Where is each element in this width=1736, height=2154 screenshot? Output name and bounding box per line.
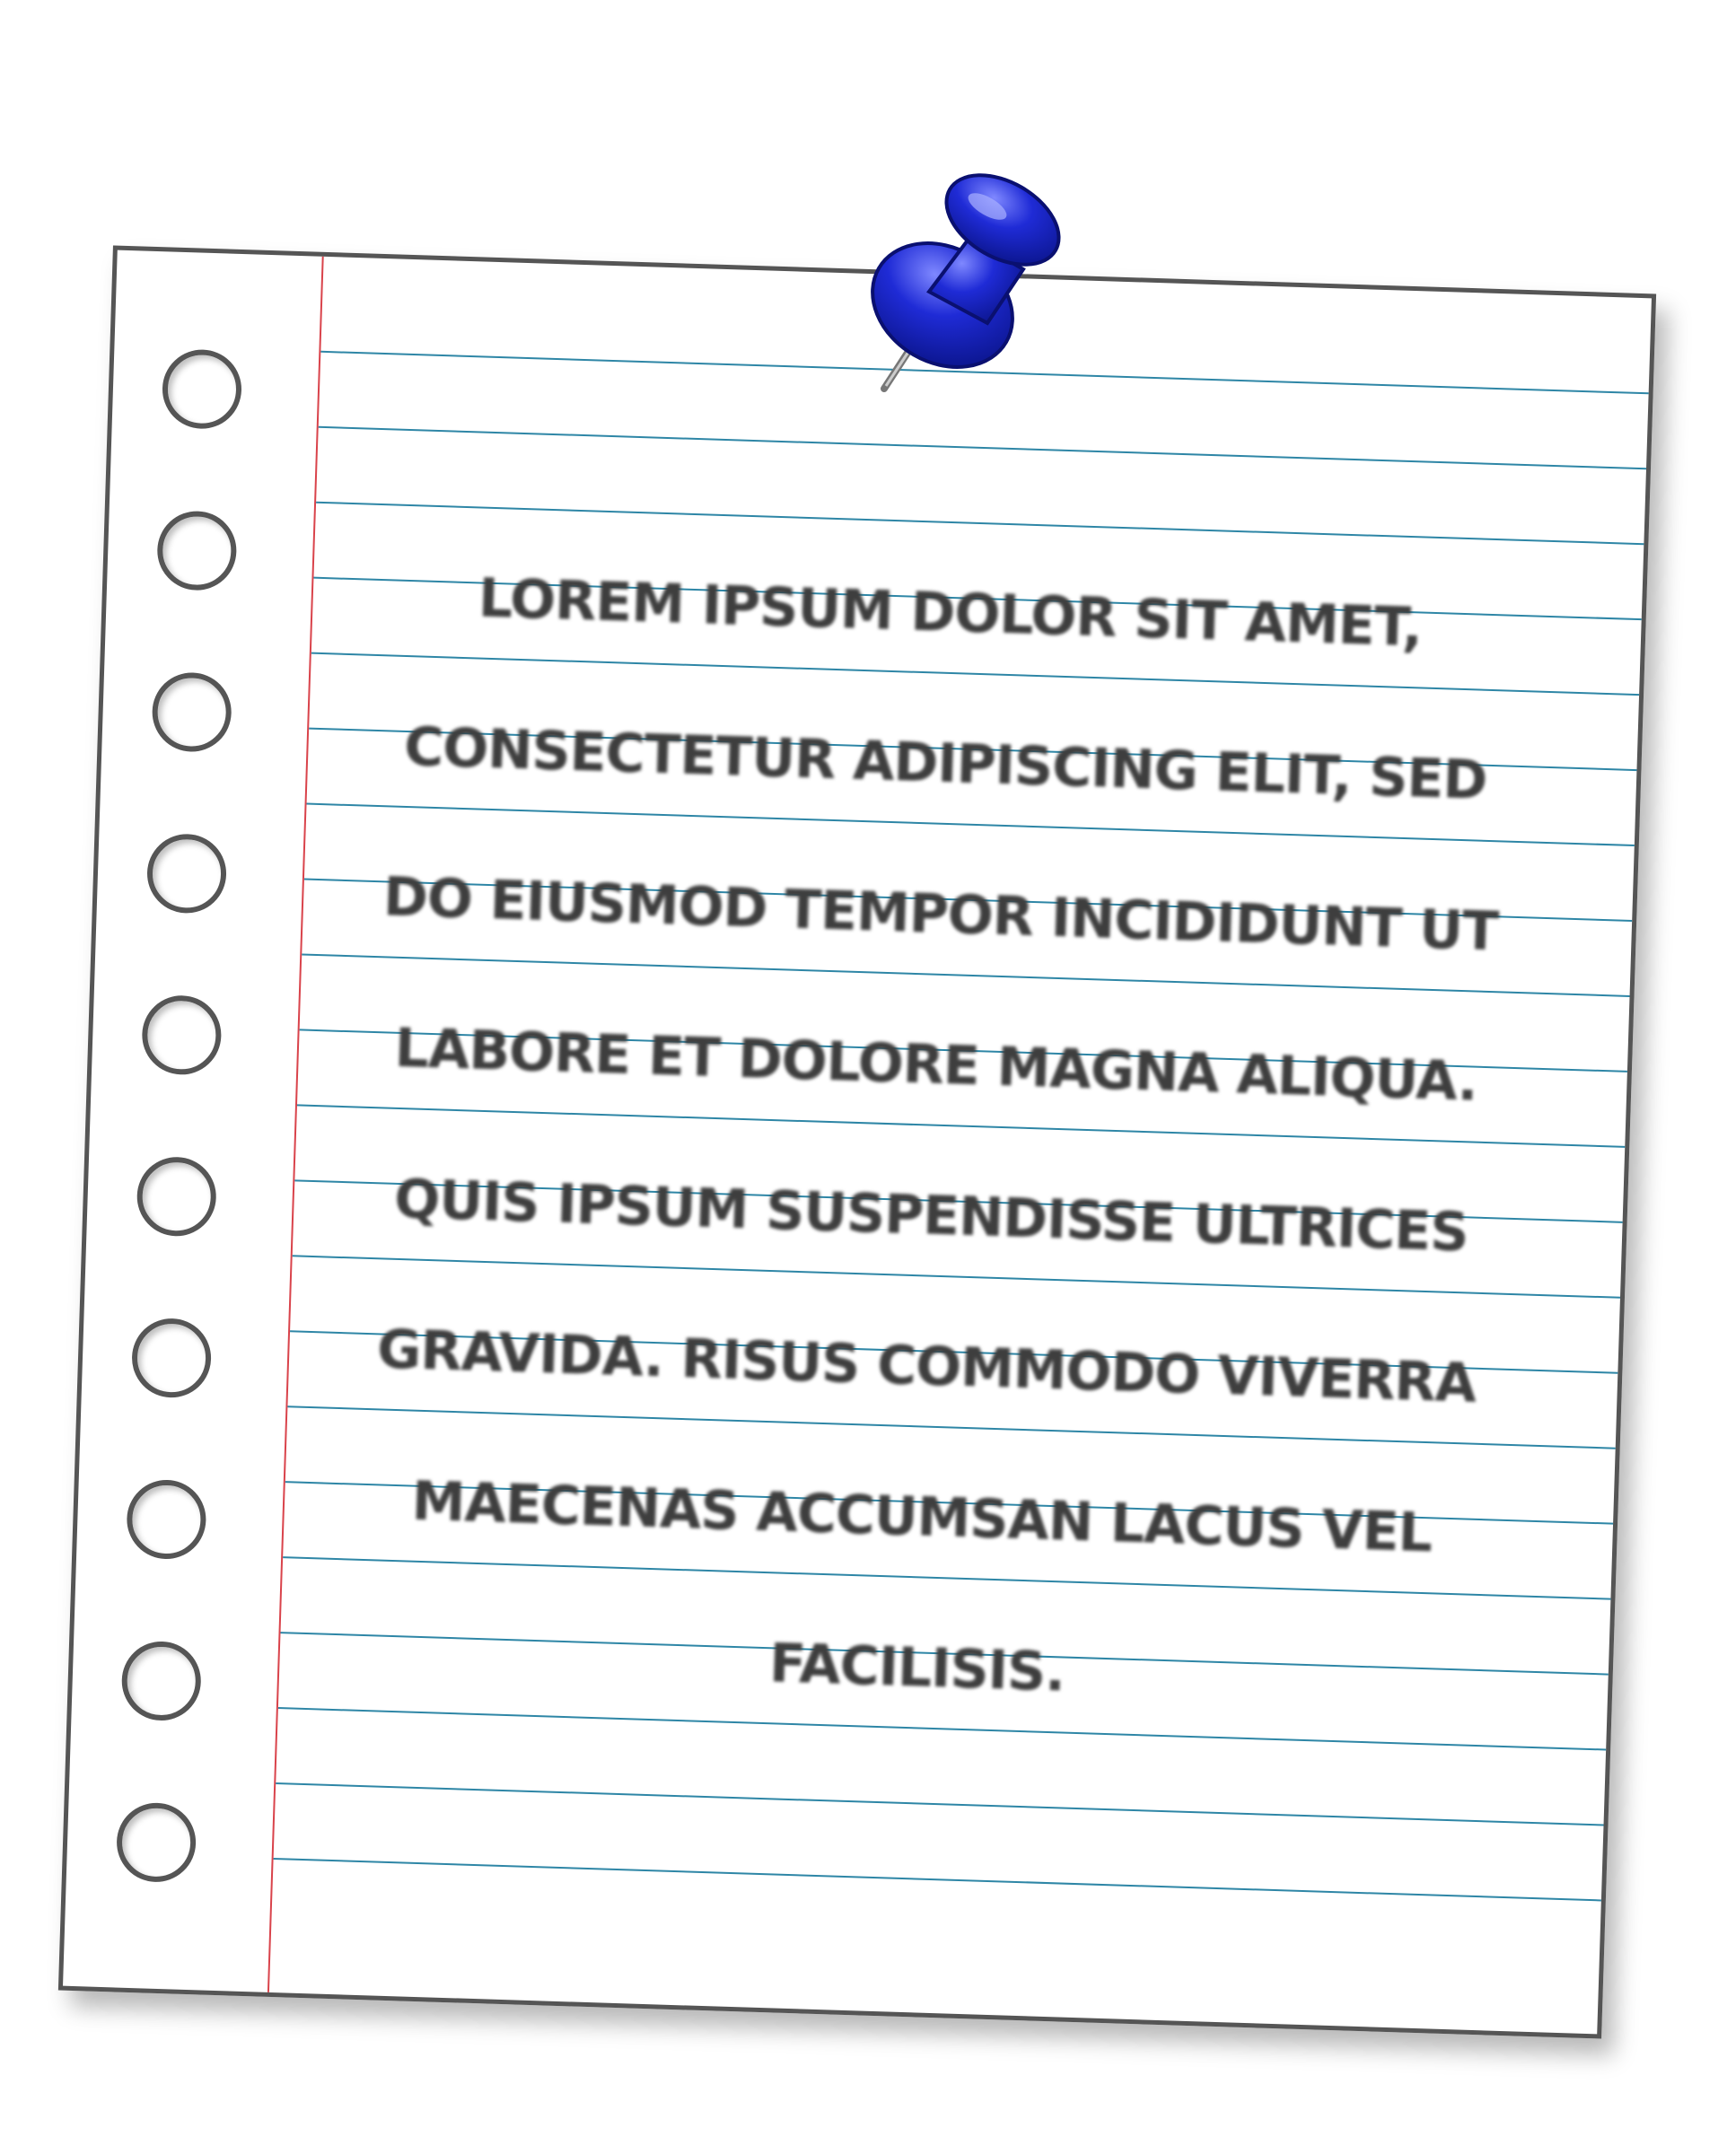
note-line: CONSECTETUR ADIPISCING ELIT, SED [403, 714, 1488, 812]
paper-rule [274, 1858, 1601, 1901]
notebook-paper [58, 245, 1656, 2038]
binder-hole [120, 1641, 202, 1722]
note-line: FACILISIS. [768, 1632, 1066, 1704]
binder-hole [136, 1156, 217, 1238]
binder-hole [151, 671, 232, 753]
note-line: QUIS IPSUM SUSPENDISSE ULTRICES [393, 1167, 1469, 1265]
note-line: MAECENAS ACCUMSAN LACUS VEL [410, 1469, 1434, 1565]
pushpin-icon [839, 157, 1082, 408]
note-line: LOREM IPSUM DOLOR SIT AMET, [478, 566, 1424, 660]
binder-hole [162, 348, 243, 430]
binder-hole [126, 1479, 207, 1561]
binder-hole [116, 1801, 197, 1883]
paper-rule [319, 426, 1646, 469]
binder-hole [146, 833, 228, 915]
binder-hole [156, 510, 238, 591]
note-text [340, 520, 1527, 1762]
note-line: DO EIUSMOD TEMPOR INCIDIDUNT UT [382, 865, 1499, 964]
binder-hole [141, 994, 223, 1076]
note-line: GRAVIDA. RISUS COMMODO VIVERRA [376, 1318, 1477, 1415]
note-line: LABORE ET DOLORE MAGNA ALIQUA. [393, 1016, 1478, 1114]
paper-rule [276, 1782, 1603, 1826]
margin-line [267, 257, 324, 1992]
binder-hole [131, 1318, 213, 1399]
